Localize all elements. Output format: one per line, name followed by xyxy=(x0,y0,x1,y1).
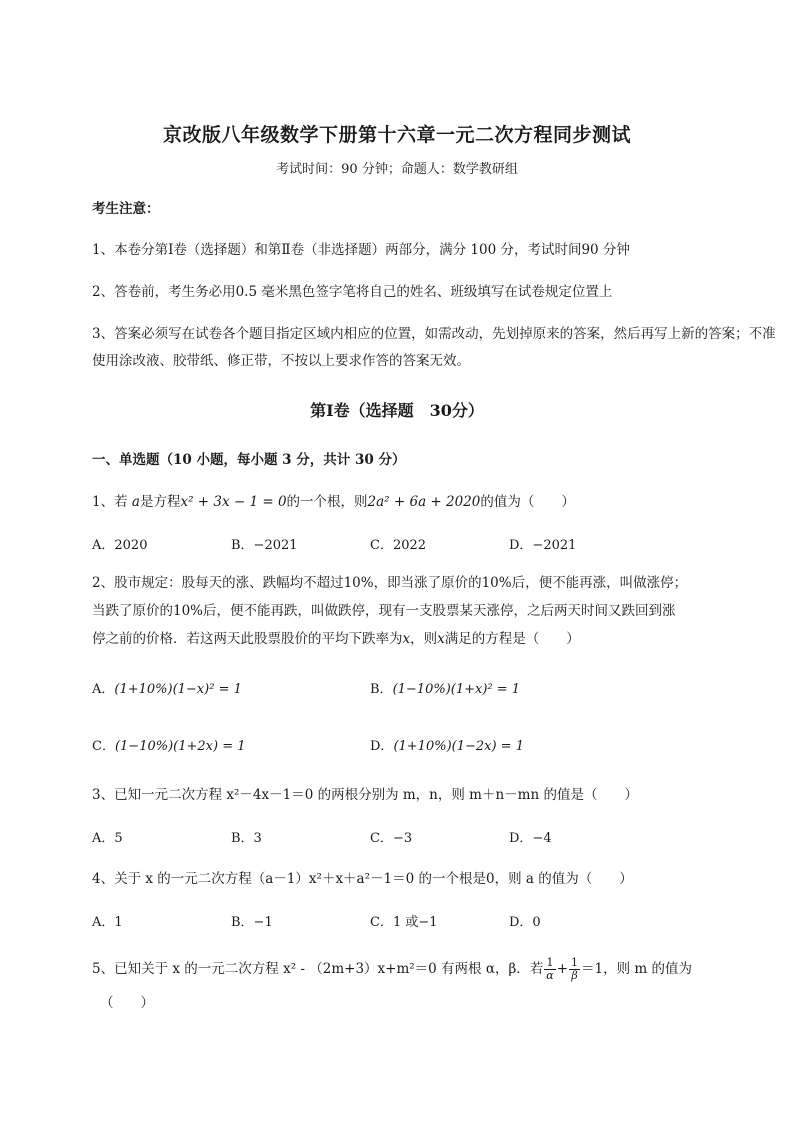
q1-option-b[interactable]: B．−2021 xyxy=(231,538,298,553)
q2-line3-pre: 停之前的价格．若这两天此股票股价的平均下跌率为 xyxy=(92,631,403,647)
q5-frac2-den: β xyxy=(571,969,578,982)
q3-option-c[interactable]: C．−3 xyxy=(370,831,413,846)
question-3: 3、已知一元二次方程 x²－4x－1＝0 的两根分别为 m，n，则 m＋n－mn 的值是（ ） xyxy=(92,787,638,803)
question-2-line-3 xyxy=(92,626,580,653)
q2-option-c-equation: (1−10%)(1+2x) = 1 xyxy=(114,739,246,754)
question-5-line-2: （ ） xyxy=(100,995,154,1011)
section-title: 第Ⅰ卷（选择题 30分） xyxy=(310,401,484,420)
q1-mid2: 的一个根，则 xyxy=(286,494,368,510)
q1-mid: 是方程 xyxy=(139,494,181,510)
notice-item-1: 1、本卷分第Ⅰ卷（选择题）和第Ⅱ卷（非选择题）两部分，满分 100 分，考试时间90 分钟 xyxy=(92,242,630,258)
q5-frac2-num: 1 xyxy=(571,956,579,969)
q5-fraction-1 xyxy=(544,957,555,982)
q2-option-d-equation: (1+10%)(1−2x) = 1 xyxy=(393,739,524,754)
q2-option-b-label: B． xyxy=(370,682,393,697)
q5-frac1-num: 1 xyxy=(544,957,555,970)
q2-option-d-label: D． xyxy=(370,739,394,754)
notice-item-2: 2、答卷前，考生务必用0.5 毫米黑色签字笔将自己的姓名、班级填写在试卷规定位置上 xyxy=(92,284,613,300)
part-heading: 一、单选题（10 小题，每小题 3 分，共计 30 分） xyxy=(92,452,406,468)
q2-var-x: x xyxy=(402,631,411,647)
question-5 xyxy=(92,956,692,983)
q5-plus: + xyxy=(556,961,569,977)
q4-option-a[interactable]: A．1 xyxy=(92,915,123,930)
notice-item-3: 3、答案必须写在试卷各个题目指定区域内相应的位置，如需改动，先划掉原来的答案，然后再写上新的答案；不准使用涂改液、胶带纸、修正带，不按以上要求作答的答案无效。 xyxy=(92,326,776,369)
notice-heading: 考生注意： xyxy=(92,201,160,217)
q3-option-b[interactable]: B．3 xyxy=(231,831,262,846)
q2-option-c[interactable] xyxy=(92,737,246,757)
q3-option-d[interactable]: D．−4 xyxy=(509,831,552,846)
question-2-line-1: 2、股市规定：股每天的涨、跌幅均不超过10%，即当涨了原价的10%后，便不能再涨，叫做涨停； xyxy=(92,575,688,591)
q4-option-c[interactable]: C．1 或−1 xyxy=(370,915,438,930)
q3-option-a[interactable]: A．5 xyxy=(92,831,123,846)
page-title: 京改版八年级数学下册第十六章一元二次方程同步测试 xyxy=(162,124,631,146)
q5-post: ＝1，则 m 的值为 xyxy=(581,961,693,977)
q1-equation: x² + 3x − 1 = 0 xyxy=(180,494,287,510)
q2-option-a-label: A． xyxy=(92,682,115,697)
q2-line3-post: 满足的方程是（ ） xyxy=(444,631,580,647)
q4-option-d[interactable]: D．0 xyxy=(509,915,541,930)
q1-post: 的值为（ ） xyxy=(480,494,575,510)
question-2-line-2: 当跌了原价的10%后，便不能再跌，叫做跌停，现有一支股票某天涨停，之后两天时间又跌回到涨 xyxy=(92,603,676,619)
q1-option-a[interactable]: A．2020 xyxy=(92,538,148,553)
q5-pre: 5、已知关于 x 的一元二次方程 x² - （2m+3）x+m²＝0 有两根 α，β．若 xyxy=(92,961,544,977)
question-4: 4、关于 x 的一元二次方程（a－1）x²＋x＋a²－1＝0 的一个根是0，则 a 的值为（ ） xyxy=(92,871,633,887)
q1-expr: 2a² + 6a + 2020 xyxy=(367,494,481,510)
q2-option-a[interactable] xyxy=(92,680,242,700)
q2-option-d[interactable] xyxy=(370,737,524,757)
q2-var-x-2: x xyxy=(437,631,445,647)
q4-option-b[interactable]: B．−1 xyxy=(231,915,273,930)
q1-option-d[interactable]: D．−2021 xyxy=(509,538,577,553)
q2-option-a-equation: (1+10%)(1−x)² = 1 xyxy=(114,682,242,697)
q1-pre: 1、若 xyxy=(92,494,128,510)
q1-option-c[interactable]: C．2022 xyxy=(370,538,427,553)
q2-option-c-label: C． xyxy=(92,739,115,754)
q2-option-b-equation: (1−10%)(1+x)² = 1 xyxy=(392,682,521,697)
q2-line3-mid: ，则 xyxy=(410,631,438,647)
q1-var-a: a xyxy=(131,494,140,510)
q2-option-b[interactable] xyxy=(370,680,520,700)
q5-fraction-2 xyxy=(569,957,580,982)
question-1 xyxy=(92,489,575,516)
page-subtitle: 考试时间：90 分钟；命题人：数学教研组 xyxy=(276,162,518,177)
q5-frac1-den: α xyxy=(546,969,554,982)
